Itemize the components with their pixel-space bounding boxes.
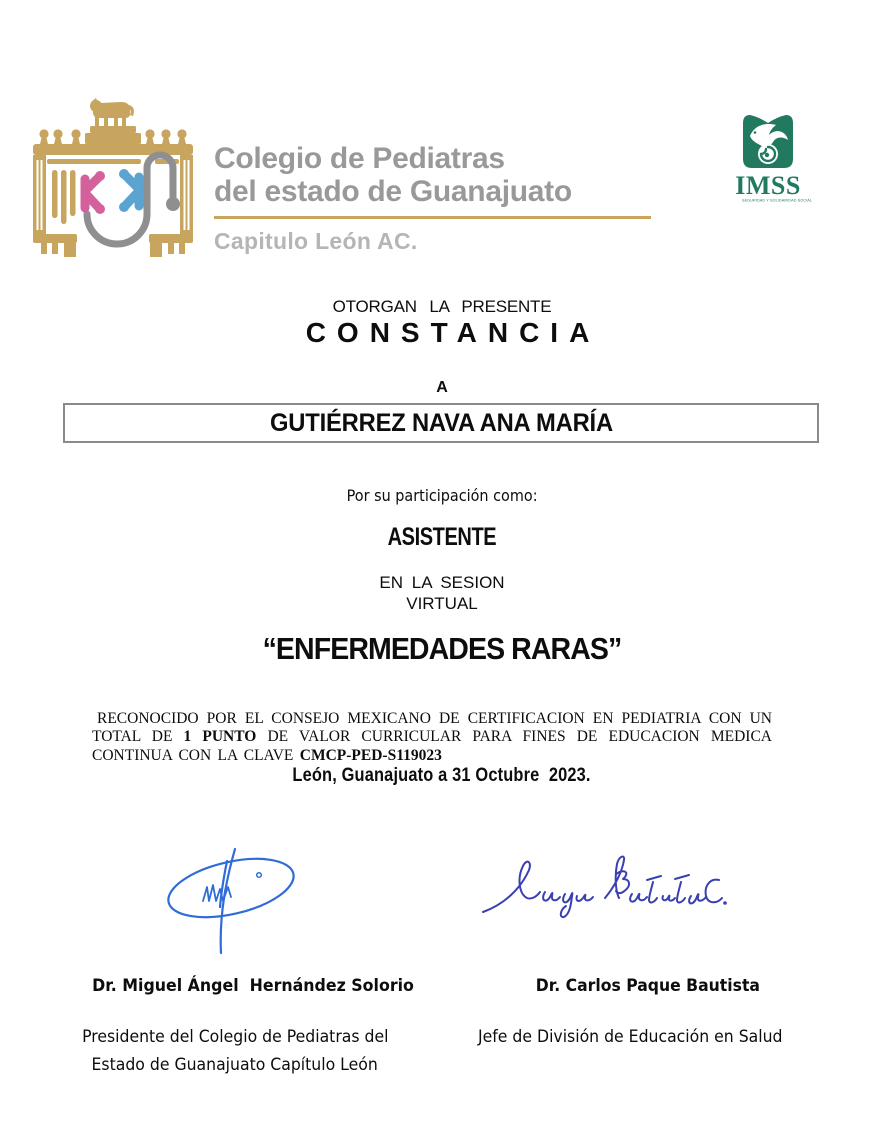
imss-logo <box>726 112 813 205</box>
org-name-line2: del estado de Guanajuato <box>214 175 572 208</box>
session-line-1: EN LA SESION <box>379 573 505 592</box>
signer-right-title-1: Jefe de División de Educación en Salud <box>477 1027 783 1046</box>
pink-child-icon <box>85 177 99 208</box>
recognition-part1: RECONOCIDO POR EL CONSEJO MEXICANO DE CERTIFICACION EN PEDIATRIA CON UN TOTAL DE <box>92 709 772 745</box>
signer-left-block <box>20 956 450 1074</box>
recognition-points: 1 PUNTO <box>183 728 257 745</box>
session-line-2: VIRTUAL <box>406 594 478 613</box>
recognition-code: CMCP-PED-S119023 <box>299 746 442 764</box>
signer-right-name: Dr. Carlos Paque Bautista <box>535 976 760 996</box>
signer-left-title-2: Estado de Guanajuato Capítulo León <box>91 1055 379 1074</box>
lion-icon <box>85 98 141 144</box>
org-name-line1: Colegio de Pediatras <box>214 142 505 175</box>
signer-left-name: Dr. Miguel Ángel Hernández Solorio <box>91 976 414 996</box>
certificate-title: CONSTANCIA <box>305 317 601 348</box>
imss-tagline: SEGURIDAD Y SOLIDARIDAD SOCIAL <box>741 199 813 203</box>
recipient-name-box <box>63 403 819 443</box>
recipient-name: GUTIÉRREZ NAVA ANA MARÍA <box>269 408 613 437</box>
gold-divider <box>214 216 651 219</box>
arch-icon <box>33 98 193 257</box>
signer-right-block <box>420 956 840 1046</box>
org-title-block <box>214 142 651 255</box>
to-label: A <box>436 379 448 396</box>
role: ASISTENTE <box>387 523 497 551</box>
college-logo <box>33 96 193 268</box>
imss-emblem-icon <box>740 112 796 172</box>
blue-child-icon <box>125 175 139 206</box>
participation-label: Por su participación como: <box>346 486 538 505</box>
event-title: “ENFERMEDADES RARAS” <box>262 631 622 666</box>
signature-left <box>143 843 313 958</box>
signature-right <box>477 846 727 928</box>
recognition-part2: DE VALOR CURRICULAR PARA FINES DE EDUCACION MEDICA CONTINUA CON LA CLAVE <box>92 728 772 764</box>
signer-left-title-1: Presidente del Colegio de Pediatras del <box>81 1027 389 1046</box>
imss-acronym: IMSS <box>735 171 801 200</box>
recognition-paragraph <box>92 710 772 766</box>
grant-line: OTORGAN LA PRESENTE <box>332 297 552 316</box>
date-line: León, Guanajuato a 31 Octubre 2023. <box>292 764 592 786</box>
chapter-name: Capitulo León AC. <box>214 228 418 254</box>
